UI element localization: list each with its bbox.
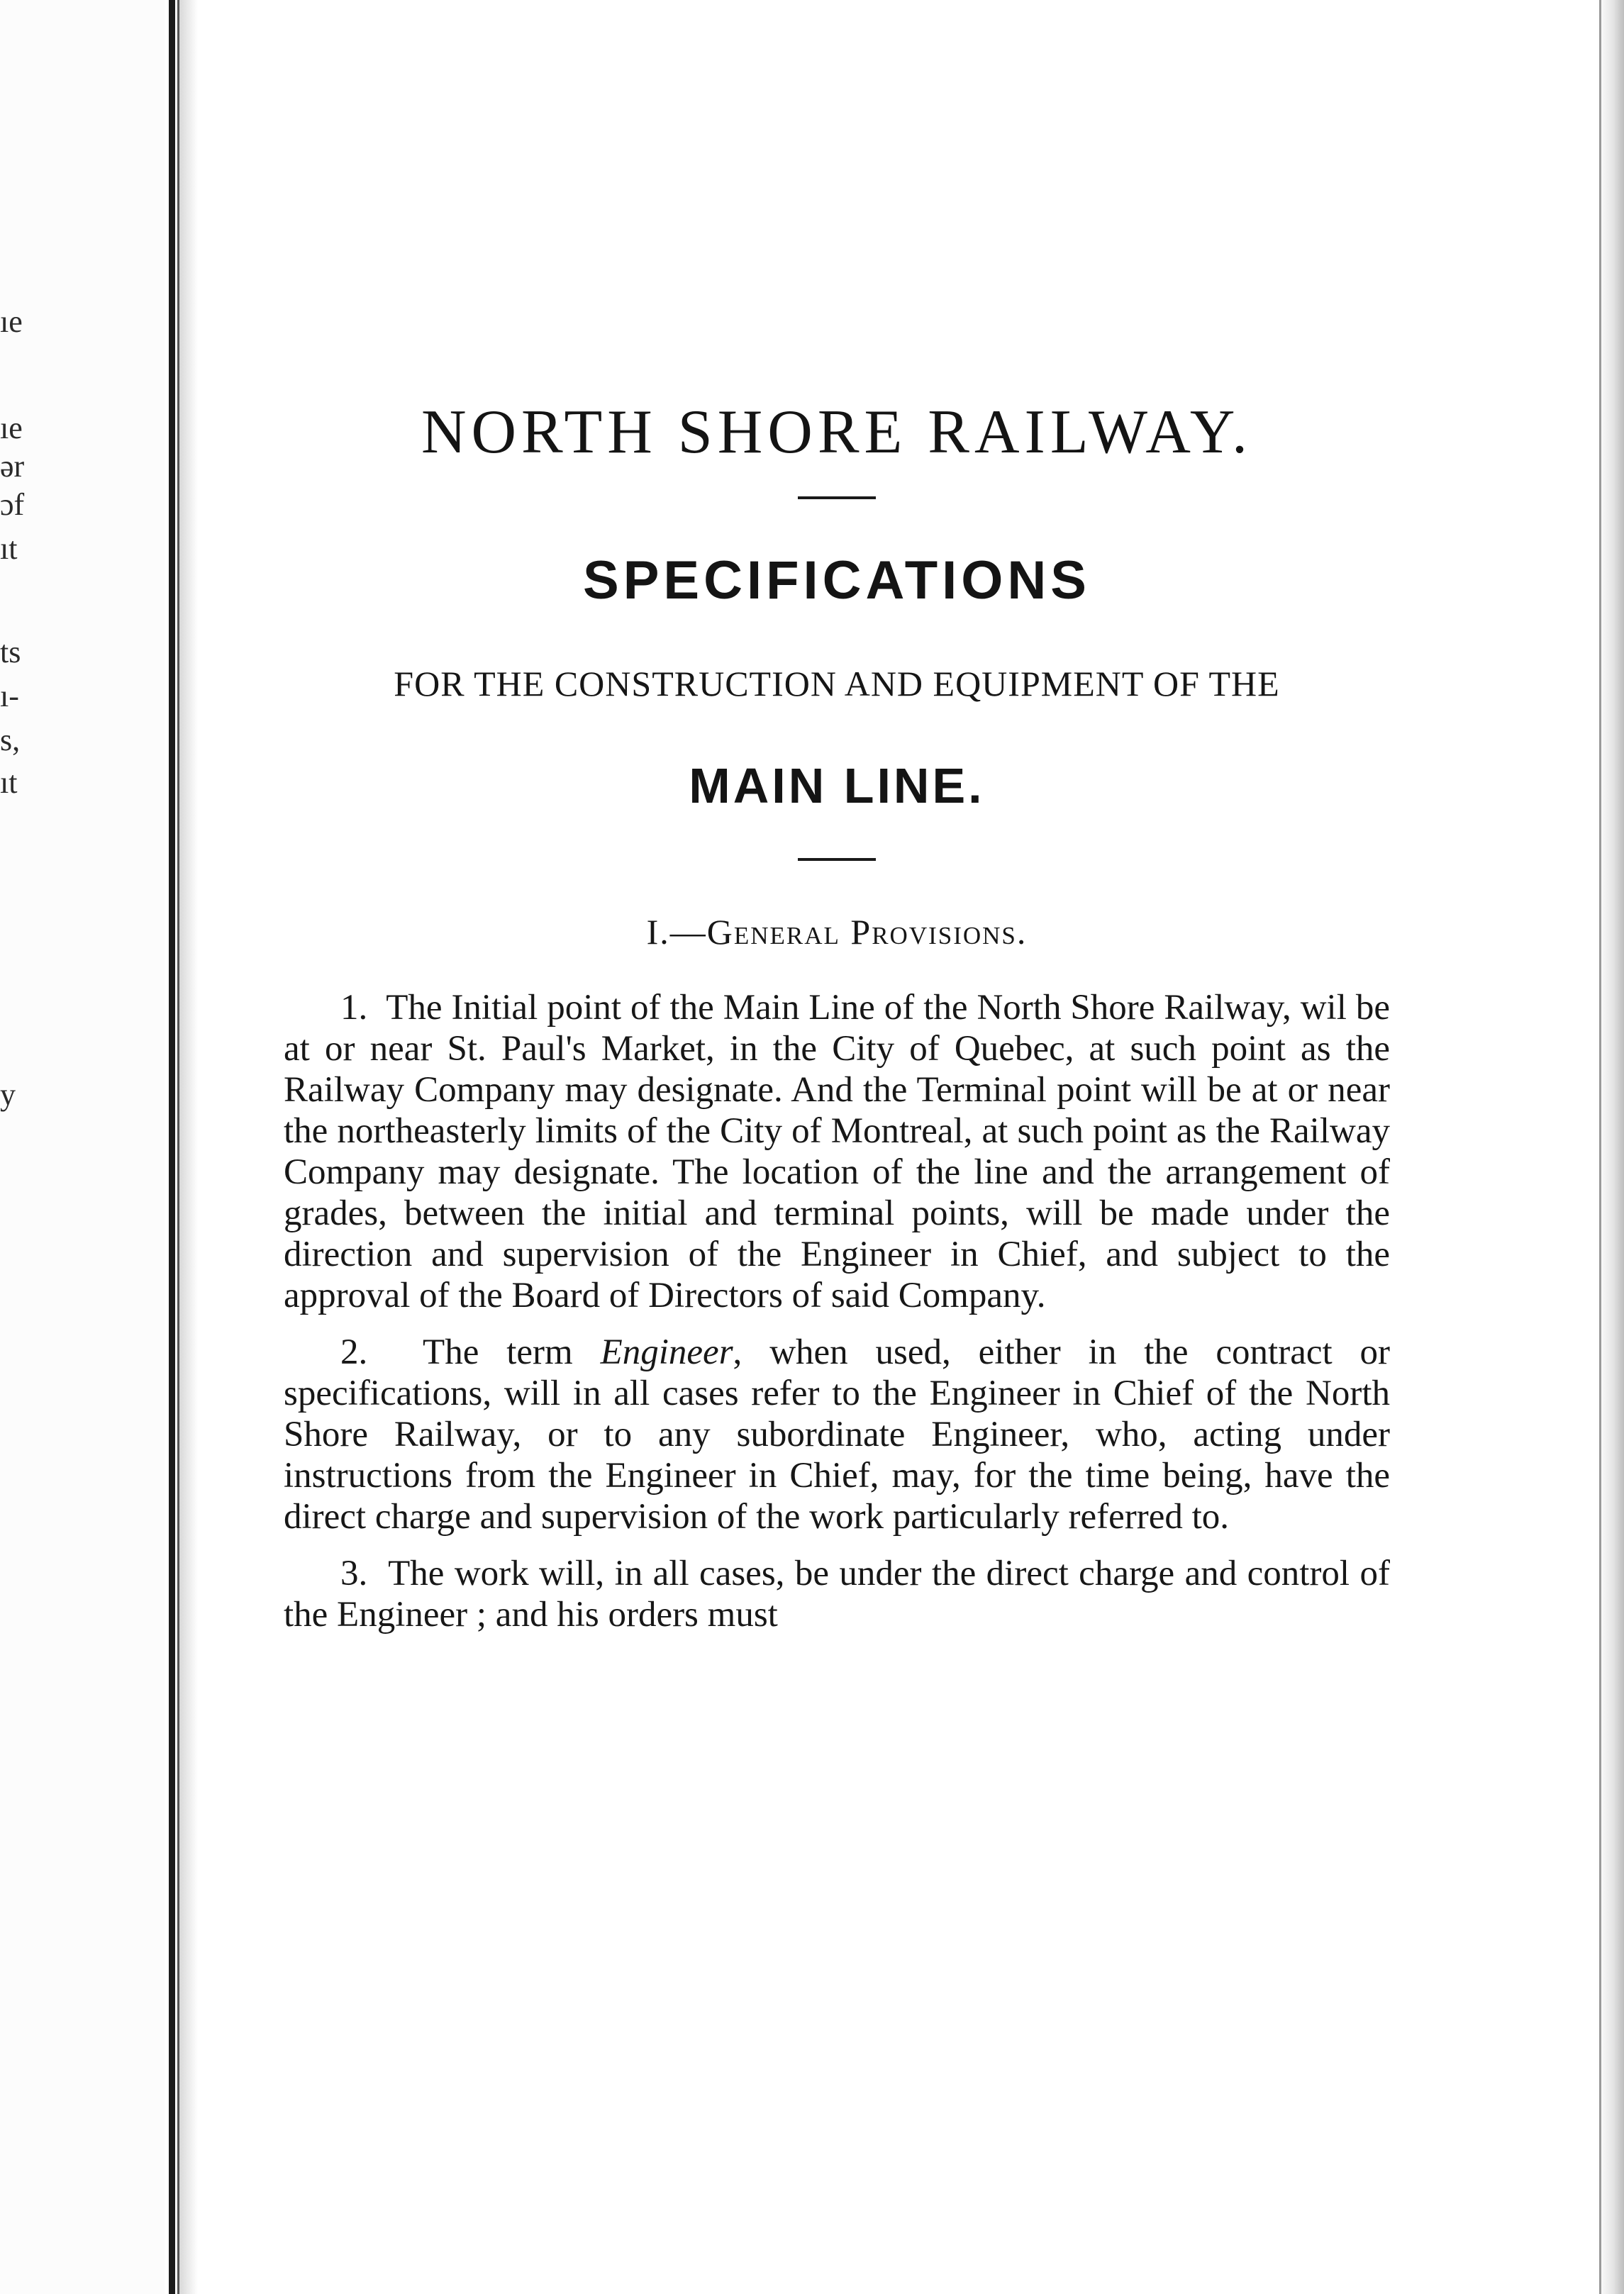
title-divider: [798, 496, 876, 499]
construction-subheading: FOR THE CONSTRUCTION AND EQUIPMENT OF THE: [394, 664, 1280, 703]
specifications-heading: SPECIFICATIONS: [583, 550, 1091, 611]
fragment: s,: [0, 723, 21, 757]
clause-number: 2.: [340, 1332, 368, 1372]
document-title: NORTH SHORE RAILWAY.: [421, 398, 1253, 467]
clause-1: [284, 987, 1390, 1316]
emphasized-term: Engineer: [600, 1332, 733, 1372]
fragment: ər: [0, 449, 25, 484]
fragment: ı-: [0, 679, 19, 713]
binding-line: [169, 0, 175, 2294]
right-edge-line: [1599, 0, 1601, 2294]
fragment: ɔf: [0, 487, 25, 522]
fragment: ts: [0, 635, 21, 669]
main-line-heading: MAIN LINE.: [689, 758, 985, 813]
clause-text: The Initial point of the Main Line of the North Shore Railway, wil be at or near St. Paul's Market, in the City of Quebec, at such point as the Railway Company may designate. And the Terminal point will be at or near the northeasterly limits of the City of Montreal, at such point as the Railway Company may designate. The location of the line and the arrangement of grades, between the initial and terminal points, will be made under the direction and supervision of the Engineer in Chief, and subject to the approval of the Board of Directors of said Company.: [284, 988, 1390, 1315]
page-content: [284, 397, 1390, 1651]
section-divider: [798, 858, 876, 861]
previous-page-text-fragments: [0, 0, 165, 2294]
clause-3: [284, 1553, 1390, 1635]
fragment: ıt: [0, 531, 18, 566]
clause-text: The term: [423, 1332, 601, 1372]
clauses: [284, 987, 1390, 1635]
previous-page-edge: [0, 0, 165, 2294]
fragment: y: [0, 1077, 16, 1112]
binding-shadow: [179, 0, 198, 2294]
clause-number: 3.: [340, 1554, 368, 1593]
fragment: ıe: [0, 411, 23, 445]
section-heading: I.—General Provisions.: [646, 912, 1028, 952]
clause-2: [284, 1332, 1390, 1537]
clause-number: 1.: [340, 988, 368, 1028]
clause-text: The work will, in all cases, be under the direct charge and control of the Engineer ; and his orders must: [284, 1554, 1391, 1635]
clause-text: , when used, either in the contract or specifications, will in all cases refer to the Engineer in Chief of the North Shore Railway, or to any subordinate Engineer, who, acting under instructions from the Engineer in Chief, may, for the time being, have the direct charge and supervision of the work particularly referred to.: [284, 1332, 1391, 1537]
fragment: ıe: [0, 304, 23, 339]
fragment: ıt: [0, 765, 18, 800]
